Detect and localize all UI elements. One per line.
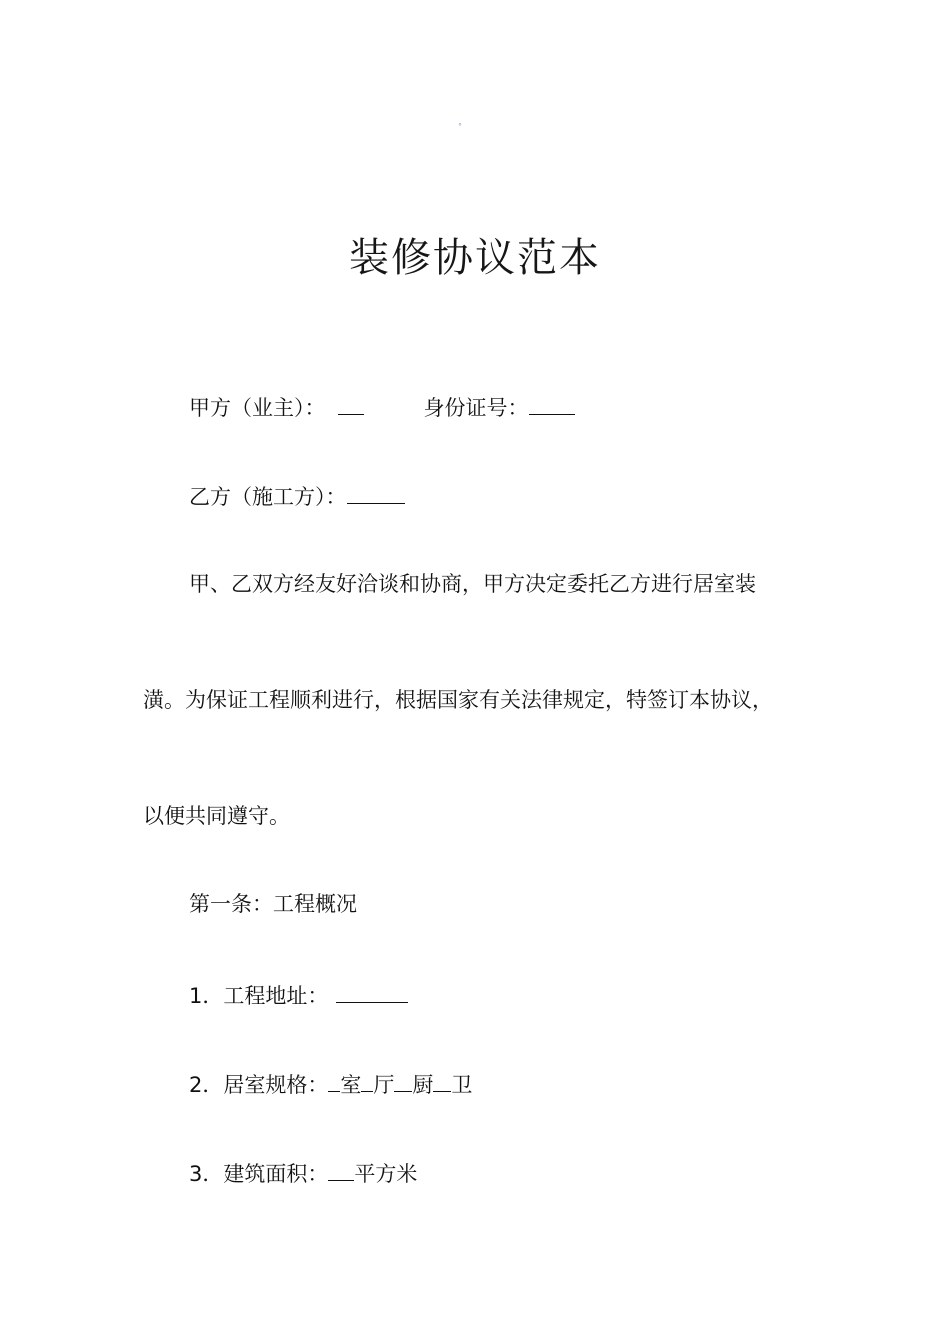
document-title: 装修协议范本 bbox=[349, 235, 601, 281]
item-1-line bbox=[189, 984, 408, 1007]
party-a-blank bbox=[338, 396, 364, 415]
item-2-line bbox=[189, 1073, 472, 1096]
party-b-label: 乙方（施工方）： bbox=[189, 485, 347, 509]
item-2-bath: 卫 bbox=[451, 1073, 473, 1097]
item-3-line bbox=[189, 1162, 417, 1185]
item-2-room: 室 bbox=[340, 1073, 362, 1097]
paragraph-line-3: 以便共同遵守。 bbox=[143, 804, 290, 828]
corner-mark: ° bbox=[458, 122, 462, 131]
item-1-number: 1． bbox=[189, 984, 224, 1008]
room-blank bbox=[328, 1073, 340, 1092]
item-2-hall: 厅 bbox=[373, 1073, 395, 1097]
area-blank bbox=[328, 1162, 354, 1181]
id-label: 身份证号： bbox=[423, 396, 529, 420]
id-blank bbox=[529, 396, 575, 415]
item-2-number: 2． bbox=[189, 1073, 224, 1097]
bath-blank bbox=[433, 1073, 451, 1092]
paragraph-line-2: 潢。为保证工程顺利进行，根据国家有关法律规定，特签订本协议， bbox=[143, 688, 773, 712]
party-b-blank bbox=[347, 485, 405, 504]
item-3-number: 3． bbox=[189, 1162, 224, 1186]
article-1-heading: 第一条：工程概况 bbox=[189, 892, 357, 916]
item-2-label: 居室规格： bbox=[223, 1073, 329, 1097]
item-3-unit: 平方米 bbox=[354, 1162, 418, 1186]
item-1-blank bbox=[336, 984, 408, 1003]
kitchen-blank bbox=[394, 1073, 412, 1092]
party-b-line bbox=[189, 485, 405, 508]
hall-blank bbox=[361, 1073, 373, 1092]
party-a-label: 甲方（业主）： bbox=[189, 396, 326, 420]
item-3-label: 建筑面积： bbox=[223, 1162, 329, 1186]
party-a-line bbox=[189, 396, 575, 419]
item-2-kitchen: 厨 bbox=[412, 1073, 434, 1097]
paragraph-line-1: 甲、乙双方经友好洽谈和协商，甲方决定委托乙方进行居室装 bbox=[189, 572, 756, 596]
item-1-label: 工程地址： bbox=[223, 984, 329, 1008]
